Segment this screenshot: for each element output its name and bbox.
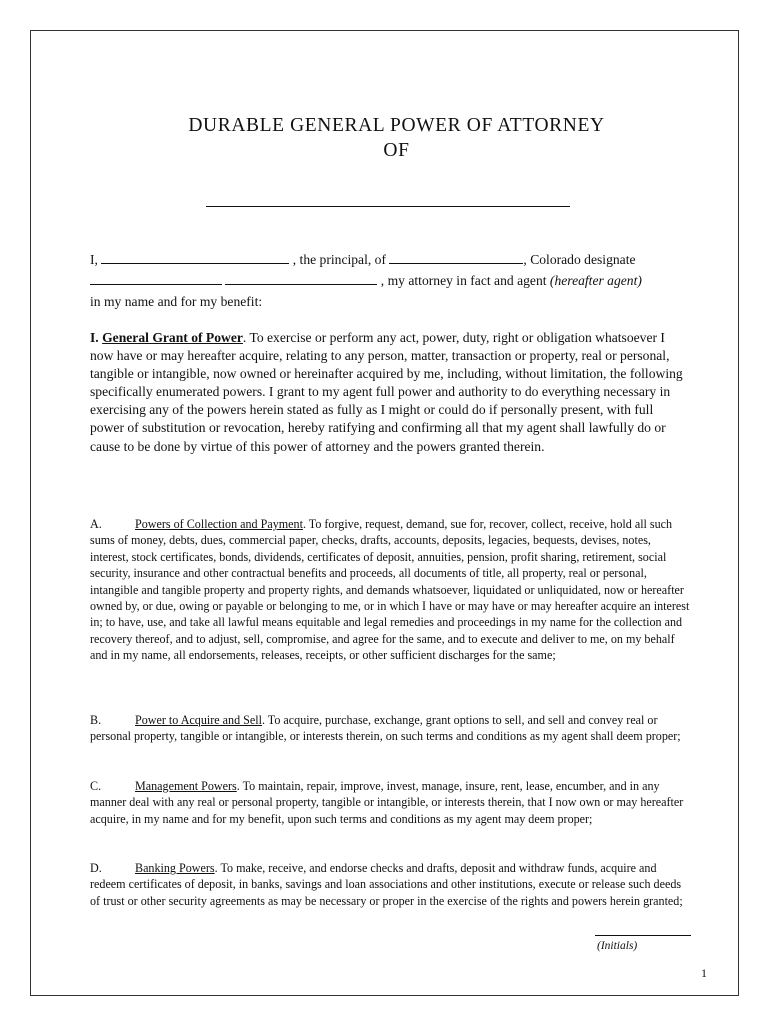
subsection-c-heading: Management Powers [135, 779, 237, 793]
subsection-d-body: . To make, receive, and endorse checks and drafts, deposit and withdraw funds, acquire and redeem certificates of deposit, in banks, savings and loan associations and other institutions, execute or release such deeds of trust or other security agreements as may be necessary or proper in the exercise of the rights and powers herein granted; [90, 861, 683, 908]
document-title [90, 113, 703, 163]
intro-designate-text: , Colorado designate [523, 252, 636, 267]
section-1-number: I. [90, 330, 99, 345]
intro-hereafter-text: (hereafter agent) [549, 273, 642, 288]
section-1-heading: General Grant of Power [102, 330, 243, 345]
section-1 [90, 329, 690, 456]
principal-name-blank[interactable] [101, 251, 289, 264]
intro-principal-text: , the principal, of [289, 252, 390, 267]
agent-last-name-blank[interactable] [225, 272, 377, 285]
title-line-2: OF [383, 140, 410, 161]
agent-first-name-blank[interactable] [90, 272, 222, 285]
section-1-body: . To exercise or perform any act, power, duty, right or obligation whatsoever I now have or may hereafter acquire, relating to any person, matter, transaction or property, real or personal, tangible or intangible, now owned or hereinafter acquired by me, including, without limitation, the following specifically enumerated powers. I grant to my agent full power and authority to do everything necessary in exercising any of the powers herein stated as fully as I might or could do if personally present, with full power of substitution or revocation, hereby ratifying and confirming all that my agent shall lawfully do or cause to be done by virtue of this power of attorney and the powers granted therein. [90, 330, 683, 454]
intro-i: I, [90, 252, 98, 267]
subsection-c-body: . To maintain, repair, improve, invest, manage, insure, rent, lease, encumber, and in any manner deal with any real or personal property, tangible or intangible, or interests therein, that I now own or may hereafter acquire, in my name and for my benefit, upon such terms and conditions as my agent may deem proper; [90, 779, 684, 826]
page-number: 1 [701, 966, 707, 980]
subsection-b-letter: B. [90, 713, 102, 727]
subsection-d-letter: D. [90, 861, 102, 875]
subsection-d-heading: Banking Powers [135, 861, 215, 875]
intro-benefit-text: in my name and for my benefit: [90, 294, 263, 309]
subsection-b-heading: Power to Acquire and Sell [135, 713, 262, 727]
subsection-a-letter: A. [90, 517, 102, 531]
subsection-c [90, 778, 690, 827]
initials-blank[interactable] [595, 935, 691, 936]
initials-label: (Initials) [597, 940, 638, 952]
subsection-d [90, 860, 690, 909]
title-name-blank[interactable] [206, 206, 570, 207]
intro-attorney-text: , my attorney in fact and agent [377, 273, 550, 288]
subsection-c-letter: C. [90, 779, 102, 793]
principal-city-blank[interactable] [389, 251, 523, 264]
intro-paragraph [90, 249, 703, 312]
subsection-b [90, 712, 690, 745]
title-line-1: DURABLE GENERAL POWER OF ATTORNEY [188, 115, 605, 136]
document-page [30, 30, 739, 996]
subsection-b-body: . To acquire, purchase, exchange, grant options to sell, and sell and convey real or personal property, tangible or intangible, or interests therein, on such terms and conditions as my agent shall deem proper; [90, 713, 681, 744]
subsection-a-body: . To forgive, request, demand, sue for, recover, collect, receive, hold all such sums of money, debts, dues, commercial paper, checks, drafts, accounts, deposits, legacies, bequests, devises, notes, interest, stock certificates, bonds, dividends, certificates of deposit, annuities, pension, profit sharing, retirement, social security, insurance and other contractual benefits and proceeds, all documents of title, all property, real or personal, intangible and tangible property and property rights, and demands whatsoever, liquidated or unliquidated, now or hereafter owned by, or due, owing or payable or belonging to me, or in which I have or may have or may hereafter acquire an interest in; to have, use, and take all lawful means equitable and legal remedies and proceedings in my name for the collection and recovery thereof, and to adjust, sell, compromise, and agree for the same, and to execute and deliver to me, on my behalf and in my name, all endorsements, releases, receipts, or other sufficient discharges for the same; [90, 517, 690, 663]
subsection-a [90, 516, 690, 664]
subsection-a-heading: Powers of Collection and Payment [135, 517, 303, 531]
